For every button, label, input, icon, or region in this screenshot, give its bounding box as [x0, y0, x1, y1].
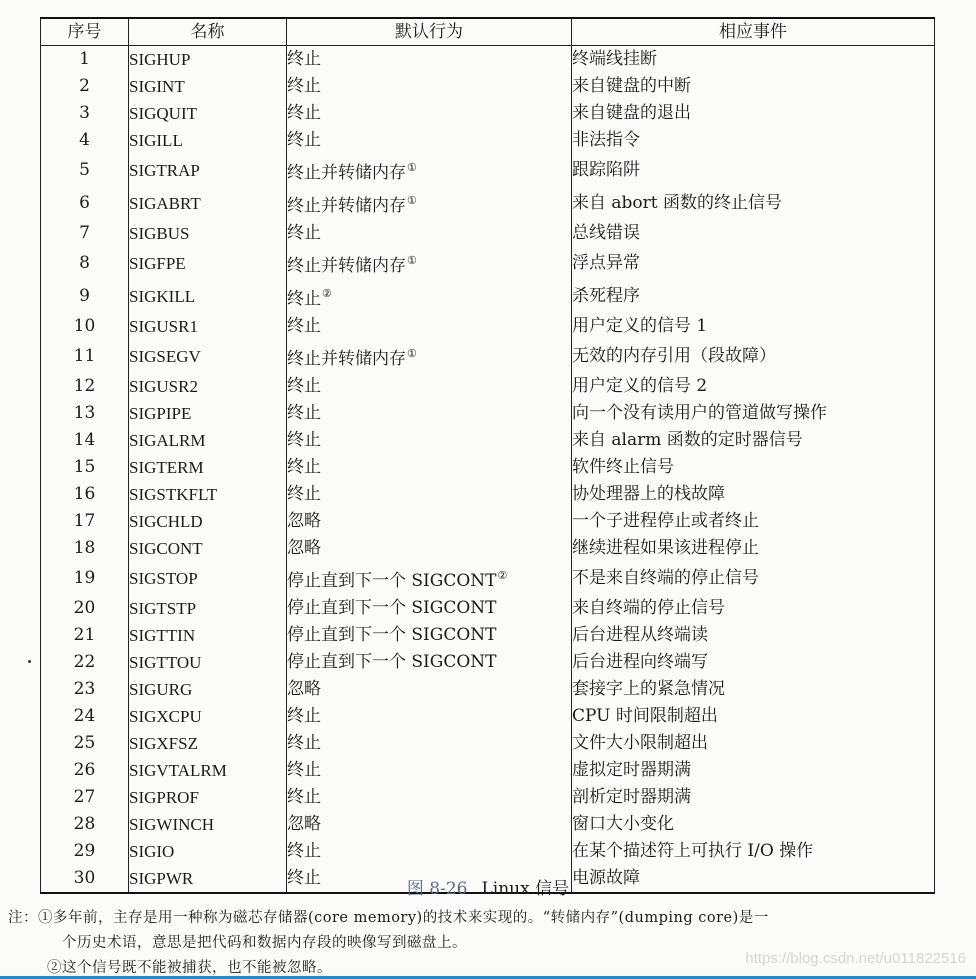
figure-label: 图 8-26	[406, 879, 468, 899]
default-action	[287, 427, 572, 454]
default-action-text: 停止直到下一个 SIGCONT	[287, 625, 497, 645]
signal-number: 22	[41, 649, 129, 676]
signal-event: 来自终端的停止信号	[572, 595, 935, 622]
default-action	[287, 595, 572, 622]
default-action	[287, 127, 572, 154]
table-row	[41, 508, 935, 535]
default-action	[287, 703, 572, 730]
signal-number: 21	[41, 622, 129, 649]
signal-event: 套接字上的紧急情况	[572, 676, 935, 703]
signal-name: SIGABRT	[129, 187, 287, 220]
signal-event: 软件终止信号	[572, 454, 935, 481]
default-action	[287, 400, 572, 427]
signal-number: 14	[41, 427, 129, 454]
default-action	[287, 46, 572, 74]
signal-name: SIGVTALRM	[129, 757, 287, 784]
signal-number: 17	[41, 508, 129, 535]
table-row	[41, 340, 935, 373]
signal-name: SIGTERM	[129, 454, 287, 481]
default-action-text: 终止	[287, 403, 321, 423]
watermark-url: https://blog.csdn.net/u011822516	[745, 950, 966, 967]
default-action-text: 忽略	[287, 538, 321, 558]
signal-name: SIGURG	[129, 676, 287, 703]
signal-event: 剖析定时器期满	[572, 784, 935, 811]
signal-name: SIGILL	[129, 127, 287, 154]
signal-event: 后台进程从终端读	[572, 622, 935, 649]
signal-event: 一个子进程停止或者终止	[572, 508, 935, 535]
default-action-text: 终止并转储内存	[287, 196, 406, 216]
signal-event: 继续进程如果该进程停止	[572, 535, 935, 562]
default-action	[287, 220, 572, 247]
signal-number: 18	[41, 535, 129, 562]
default-action	[287, 811, 572, 838]
table-row	[41, 427, 935, 454]
table-row	[41, 187, 935, 220]
scan-speck	[28, 660, 31, 663]
signal-name: SIGINT	[129, 73, 287, 100]
signal-number: 11	[41, 340, 129, 373]
default-action-text: 终止	[287, 376, 321, 396]
default-action	[287, 154, 572, 187]
table-row	[41, 46, 935, 74]
default-action	[287, 373, 572, 400]
signal-name: SIGUSR1	[129, 313, 287, 340]
table-row	[41, 838, 935, 865]
figure-title: Linux 信号	[481, 879, 570, 899]
signal-number: 3	[41, 100, 129, 127]
signal-event: 终端线挂断	[572, 46, 935, 74]
table-row	[41, 100, 935, 127]
signal-name: SIGBUS	[129, 220, 287, 247]
footnote-marker: ②	[497, 569, 508, 582]
table-row	[41, 313, 935, 340]
signal-name: SIGCHLD	[129, 508, 287, 535]
default-action-text: 终止	[287, 316, 321, 336]
signal-name: SIGFPE	[129, 247, 287, 280]
default-action	[287, 535, 572, 562]
signal-number: 1	[41, 46, 129, 74]
table-row	[41, 595, 935, 622]
signal-number: 23	[41, 676, 129, 703]
signal-event: 来自键盘的中断	[572, 73, 935, 100]
signal-number: 12	[41, 373, 129, 400]
signal-event: 虚拟定时器期满	[572, 757, 935, 784]
signal-number: 13	[41, 400, 129, 427]
default-action	[287, 454, 572, 481]
signal-name: SIGUSR2	[129, 373, 287, 400]
footnote-marker: ①	[407, 161, 417, 174]
signal-name: SIGALRM	[129, 427, 287, 454]
signal-name: SIGXCPU	[129, 703, 287, 730]
default-action	[287, 481, 572, 508]
signal-number: 27	[41, 784, 129, 811]
signal-name: SIGIO	[129, 838, 287, 865]
table-header-row	[41, 18, 935, 46]
table-row	[41, 535, 935, 562]
default-action	[287, 73, 572, 100]
default-action	[287, 676, 572, 703]
signal-name: SIGPROF	[129, 784, 287, 811]
signal-number: 28	[41, 811, 129, 838]
signal-number: 16	[41, 481, 129, 508]
signal-event: 来自键盘的退出	[572, 100, 935, 127]
footnote-marker: ①	[407, 254, 417, 267]
signal-name: SIGPIPE	[129, 400, 287, 427]
signal-name: SIGTSTP	[129, 595, 287, 622]
signal-name: SIGSTKFLT	[129, 481, 287, 508]
signal-event: 在某个描述符上可执行 I/O 操作	[572, 838, 935, 865]
default-action-text: 忽略	[287, 814, 321, 834]
default-action	[287, 100, 572, 127]
default-action	[287, 784, 572, 811]
table-row	[41, 73, 935, 100]
signal-name: SIGKILL	[129, 280, 287, 313]
signal-event: 后台进程向终端写	[572, 649, 935, 676]
signal-event: 文件大小限制超出	[572, 730, 935, 757]
default-action-text: 终止	[287, 733, 321, 753]
table-row	[41, 562, 935, 595]
signal-event: 用户定义的信号 1	[572, 313, 935, 340]
signal-event: 杀死程序	[572, 280, 935, 313]
default-action	[287, 649, 572, 676]
default-action-text: 终止	[287, 289, 321, 309]
signal-event: 非法指令	[572, 127, 935, 154]
signal-name: SIGSEGV	[129, 340, 287, 373]
table-row	[41, 454, 935, 481]
default-action-text: 终止	[287, 430, 321, 450]
signal-number: 20	[41, 595, 129, 622]
signal-number: 29	[41, 838, 129, 865]
signal-number: 7	[41, 220, 129, 247]
table-row	[41, 247, 935, 280]
default-action-text: 终止	[287, 130, 321, 150]
signal-event: 窗口大小变化	[572, 811, 935, 838]
table-row	[41, 730, 935, 757]
footnote-1: 注：①多年前，主存是用一种称为磁芯存储器(core memory)的技术来实现的。“转储内存”(dumping core)是一	[8, 910, 769, 926]
default-action-text: 停止直到下一个 SIGCONT	[287, 571, 497, 591]
table-row	[41, 220, 935, 247]
signal-number: 4	[41, 127, 129, 154]
signal-event: 向一个没有读用户的管道做写操作	[572, 400, 935, 427]
default-action	[287, 247, 572, 280]
footnote-marker: ②	[322, 287, 332, 300]
table-row	[41, 400, 935, 427]
default-action-text: 忽略	[287, 679, 321, 699]
signal-name: SIGHUP	[129, 46, 287, 74]
signal-event: 来自 alarm 函数的定时器信号	[572, 427, 935, 454]
table-row	[41, 757, 935, 784]
signal-event: 电源故障	[572, 865, 935, 893]
header-number: 序号	[41, 18, 129, 46]
signal-name: SIGPWR	[129, 865, 287, 893]
default-action	[287, 730, 572, 757]
signal-event: 浮点异常	[572, 247, 935, 280]
signal-event: 来自 abort 函数的终止信号	[572, 187, 935, 220]
default-action-text: 终止并转储内存	[287, 349, 406, 369]
table-row	[41, 622, 935, 649]
signal-name: SIGTTOU	[129, 649, 287, 676]
table-row	[41, 280, 935, 313]
default-action-text: 停止直到下一个 SIGCONT	[287, 652, 497, 672]
default-action	[287, 622, 572, 649]
signal-number: 10	[41, 313, 129, 340]
table-row	[41, 784, 935, 811]
signal-event: 跟踪陷阱	[572, 154, 935, 187]
default-action-text: 终止	[287, 223, 321, 243]
default-action-text: 终止	[287, 484, 321, 504]
signal-number: 5	[41, 154, 129, 187]
default-action-text: 停止直到下一个 SIGCONT	[287, 598, 497, 618]
signal-number: 2	[41, 73, 129, 100]
table-row	[41, 703, 935, 730]
table-row	[41, 154, 935, 187]
signal-number: 15	[41, 454, 129, 481]
default-action-text: 终止并转储内存	[287, 163, 406, 183]
signal-number: 19	[41, 562, 129, 595]
signal-name: SIGTRAP	[129, 154, 287, 187]
signal-name: SIGWINCH	[129, 811, 287, 838]
default-action	[287, 340, 572, 373]
default-action-text: 终止	[287, 868, 321, 888]
header-name: 名称	[129, 18, 287, 46]
table-row	[41, 373, 935, 400]
default-action	[287, 313, 572, 340]
default-action-text: 终止	[287, 49, 321, 69]
signal-number: 25	[41, 730, 129, 757]
default-action	[287, 562, 572, 595]
footnote-1-continued: 个历史术语，意思是把代码和数据内存段的映像写到磁盘上。	[62, 935, 467, 951]
table-row	[41, 649, 935, 676]
default-action-text: 终止	[287, 76, 321, 96]
footnote-marker: ①	[407, 194, 417, 207]
signal-event: 用户定义的信号 2	[572, 373, 935, 400]
signal-event: CPU 时间限制超出	[572, 703, 935, 730]
signal-number: 8	[41, 247, 129, 280]
signal-number: 6	[41, 187, 129, 220]
default-action-text: 忽略	[287, 511, 321, 531]
signal-name: SIGCONT	[129, 535, 287, 562]
signal-number: 26	[41, 757, 129, 784]
default-action	[287, 508, 572, 535]
header-default-action: 默认行为	[287, 18, 572, 46]
signal-event: 不是来自终端的停止信号	[572, 562, 935, 595]
default-action	[287, 187, 572, 220]
signal-name: SIGTTIN	[129, 622, 287, 649]
linux-signal-table	[40, 17, 935, 894]
table-row	[41, 676, 935, 703]
header-event: 相应事件	[572, 18, 935, 46]
default-action-text: 终止	[287, 841, 321, 861]
default-action-text: 终止	[287, 787, 321, 807]
footnote-2: ②这个信号既不能被捕获，也不能被忽略。	[47, 960, 332, 976]
default-action	[287, 757, 572, 784]
signal-event: 总线错误	[572, 220, 935, 247]
default-action-text: 终止	[287, 103, 321, 123]
default-action	[287, 280, 572, 313]
table-row	[41, 127, 935, 154]
figure-caption	[0, 874, 976, 899]
signal-number: 24	[41, 703, 129, 730]
signal-number: 30	[41, 865, 129, 893]
signal-name: SIGSTOP	[129, 562, 287, 595]
table-row	[41, 481, 935, 508]
signal-name: SIGQUIT	[129, 100, 287, 127]
default-action-text: 终止	[287, 760, 321, 780]
signal-event: 无效的内存引用（段故障）	[572, 340, 935, 373]
table-row	[41, 811, 935, 838]
signal-number: 9	[41, 280, 129, 313]
default-action-text: 终止	[287, 706, 321, 726]
default-action	[287, 838, 572, 865]
footnote-marker: ①	[407, 347, 417, 360]
signal-event: 协处理器上的栈故障	[572, 481, 935, 508]
signal-name: SIGXFSZ	[129, 730, 287, 757]
default-action-text: 终止并转储内存	[287, 256, 406, 276]
default-action-text: 终止	[287, 457, 321, 477]
